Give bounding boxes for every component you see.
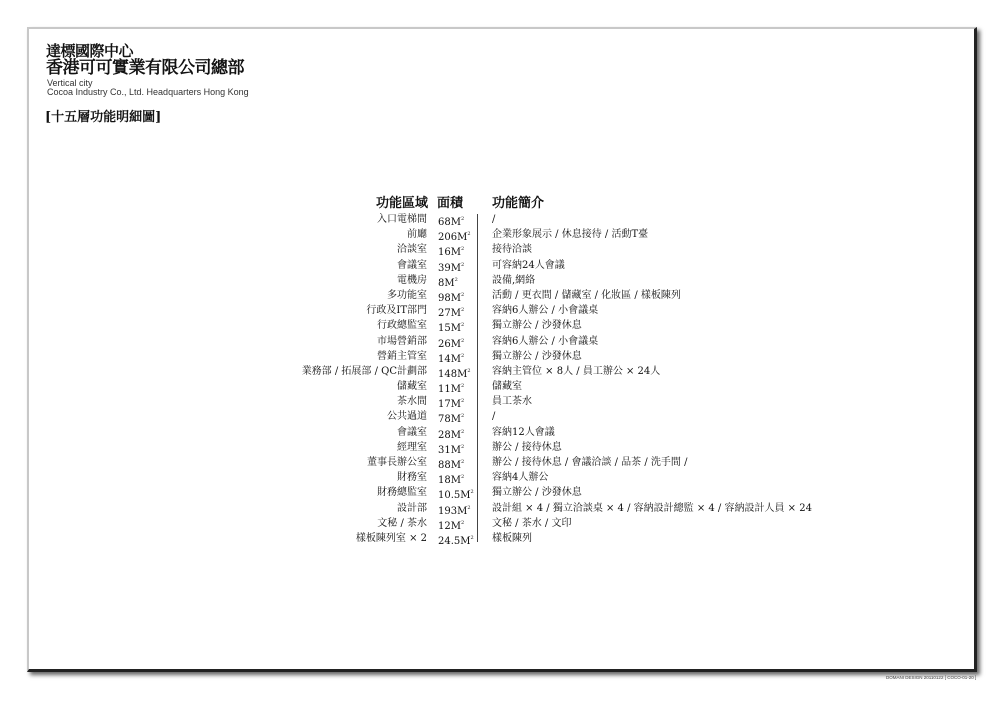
area-value: 24.5M [438, 535, 471, 547]
unit-superscript: 2 [460, 474, 465, 481]
area-description: 獨立辦公 / 沙發休息 [492, 487, 582, 499]
area-description: 設備,網絡 [492, 274, 536, 286]
area-name: 行政及IT部門 [366, 305, 427, 317]
area-name: 經理室 [397, 441, 427, 453]
subtitle: [十五層功能明細圖] [45, 110, 162, 125]
table-row [0, 303, 1000, 318]
table-row [0, 334, 1000, 349]
area-name: 電機房 [397, 274, 427, 286]
unit-superscript: 2 [460, 307, 465, 314]
area-name: 設計部 [397, 502, 427, 514]
area-name: 會議室 [397, 259, 427, 271]
area-name: 文秘 / 茶水 [377, 517, 427, 529]
unit-superscript: 2 [460, 322, 465, 329]
table-row [0, 501, 1000, 516]
area-name: 公共過道 [387, 411, 427, 423]
area-description: 獨立辦公 / 沙發休息 [492, 320, 582, 332]
area-value: 11M [438, 384, 461, 396]
unit-superscript: 2 [460, 519, 465, 526]
area-value: 8M [438, 277, 455, 289]
area-name: 業務部 / 拓展部 / QC計劃部 [301, 365, 427, 377]
area-value: 17M [438, 399, 461, 411]
title-line1: 達標國際中心 [46, 42, 134, 60]
area-name: 多功能室 [387, 289, 427, 301]
header-name: 功能區域 [376, 196, 429, 211]
area-value: 10.5M [438, 490, 471, 502]
area-description: 容納12人會議 [492, 426, 555, 438]
table-row [0, 273, 1000, 288]
table-row [0, 394, 1000, 409]
unit-superscript: 2 [460, 398, 465, 405]
area-value: 68M [438, 217, 461, 228]
area-value: 206M [438, 232, 468, 244]
area-value: 26M [438, 338, 461, 350]
unit-superscript: 2 [470, 489, 474, 496]
table-row [0, 212, 1000, 227]
table-row [0, 470, 1000, 485]
english-line1: Vertical city [47, 78, 93, 88]
table-row [0, 485, 1000, 500]
area-value: 18M [438, 475, 461, 487]
area-description: 接待洽談 [492, 244, 532, 256]
area-value: 193M [438, 505, 468, 517]
header-area: 面積 [437, 196, 464, 211]
area-name: 董事長辦公室 [367, 457, 427, 468]
area-value: 27M [438, 308, 461, 320]
title-line2: 香港可可實業有限公司總部 [46, 58, 244, 78]
area-value: 12M [438, 520, 461, 532]
area-name: 洽談室 [397, 244, 427, 256]
area-value: 88M [438, 460, 461, 471]
area-value: 16M [438, 247, 461, 259]
table-row [0, 364, 1000, 379]
area-name: 財務總監室 [377, 487, 427, 499]
area-name: 樣板陳列室 × 2 [355, 532, 427, 544]
area-description: 活動 / 更衣間 / 儲藏室 / 化妝區 / 樣板陳列 [492, 289, 681, 301]
area-description: / [492, 214, 496, 225]
table-row [0, 409, 1000, 424]
area-size [438, 531, 474, 549]
area-name: 行政總監室 [377, 320, 427, 332]
unit-superscript: 2 [460, 459, 465, 465]
unit-superscript: 2 [460, 413, 465, 420]
unit-superscript: 2 [460, 383, 465, 390]
area-value: 148M [438, 368, 468, 380]
area-name: 茶水間 [397, 396, 427, 408]
area-name: 會議室 [397, 426, 427, 438]
area-description: 容納6人辦公 / 小會議桌 [492, 305, 599, 317]
area-description: 容納6人辦公 / 小會議桌 [492, 335, 599, 347]
table-row [0, 318, 1000, 333]
unit-superscript: 2 [467, 367, 471, 374]
area-description: 容納主管位 × 8人 / 員工辦公 × 24人 [492, 365, 661, 377]
header-desc: 功能簡介 [492, 196, 545, 211]
area-value: 15M [438, 323, 461, 335]
area-description: 設計組 × 4 / 獨立洽談桌 × 4 / 容納設計總監 × 4 / 容納設計人員 × 24 [492, 502, 812, 514]
unit-superscript: 2 [470, 534, 474, 541]
area-name: 入口電梯間 [377, 214, 427, 225]
table-row [0, 258, 1000, 273]
area-value: 78M [438, 414, 461, 426]
unit-superscript: 2 [460, 443, 465, 450]
area-value: 28M [438, 429, 461, 441]
footer-credit: DOMANI DESIGN 20110122 [ COCO-01-20 ] [886, 675, 977, 680]
function-table [0, 212, 1000, 546]
unit-superscript: 2 [460, 216, 465, 222]
table-row [0, 455, 1000, 470]
area-description: 企業形象展示 / 休息接待 / 活動T臺 [492, 229, 649, 241]
area-description: 樣板陳列 [492, 532, 532, 544]
area-description: / [492, 411, 496, 423]
table-row [0, 440, 1000, 455]
area-name: 財務室 [397, 472, 427, 484]
area-description: 可容納24人會議 [492, 259, 565, 271]
unit-superscript: 2 [460, 291, 465, 298]
unit-superscript: 2 [460, 428, 465, 435]
area-description: 文秘 / 茶水 / 文印 [492, 517, 572, 529]
unit-superscript: 2 [460, 261, 465, 268]
area-description: 辦公 / 接待休息 / 會議洽談 / 品茶 / 洗手間 / [492, 457, 688, 468]
area-description: 容納4人辦公 [492, 472, 549, 484]
area-value: 39M [438, 262, 461, 274]
unit-superscript: 2 [460, 246, 465, 253]
english-line2: Cocoa Industry Co., Ltd. Headquarters Hong Kong [47, 87, 249, 97]
area-name: 市場營銷部 [377, 335, 427, 347]
table-row [0, 227, 1000, 242]
unit-superscript: 2 [467, 504, 471, 511]
table-row [0, 531, 1000, 546]
area-description: 獨立辦公 / 沙發休息 [492, 350, 582, 362]
table-row [0, 425, 1000, 440]
english-title [47, 79, 249, 97]
unit-superscript: 2 [460, 337, 465, 344]
unit-superscript: 2 [454, 276, 458, 283]
table-row [0, 349, 1000, 364]
area-value: 98M [438, 292, 461, 304]
area-name: 儲藏室 [397, 381, 427, 393]
area-description: 辦公 / 接待休息 [492, 441, 562, 453]
table-row [0, 242, 1000, 257]
area-description: 儲藏室 [492, 381, 522, 393]
area-description: 員工茶水 [492, 396, 532, 408]
area-value: 31M [438, 444, 461, 456]
area-name: 營銷主管室 [377, 350, 427, 362]
unit-superscript: 2 [467, 231, 471, 238]
area-value: 14M [438, 353, 461, 365]
table-row [0, 516, 1000, 531]
area-name: 前廳 [407, 229, 427, 241]
table-row [0, 379, 1000, 394]
table-row [0, 288, 1000, 303]
unit-superscript: 2 [460, 352, 465, 359]
